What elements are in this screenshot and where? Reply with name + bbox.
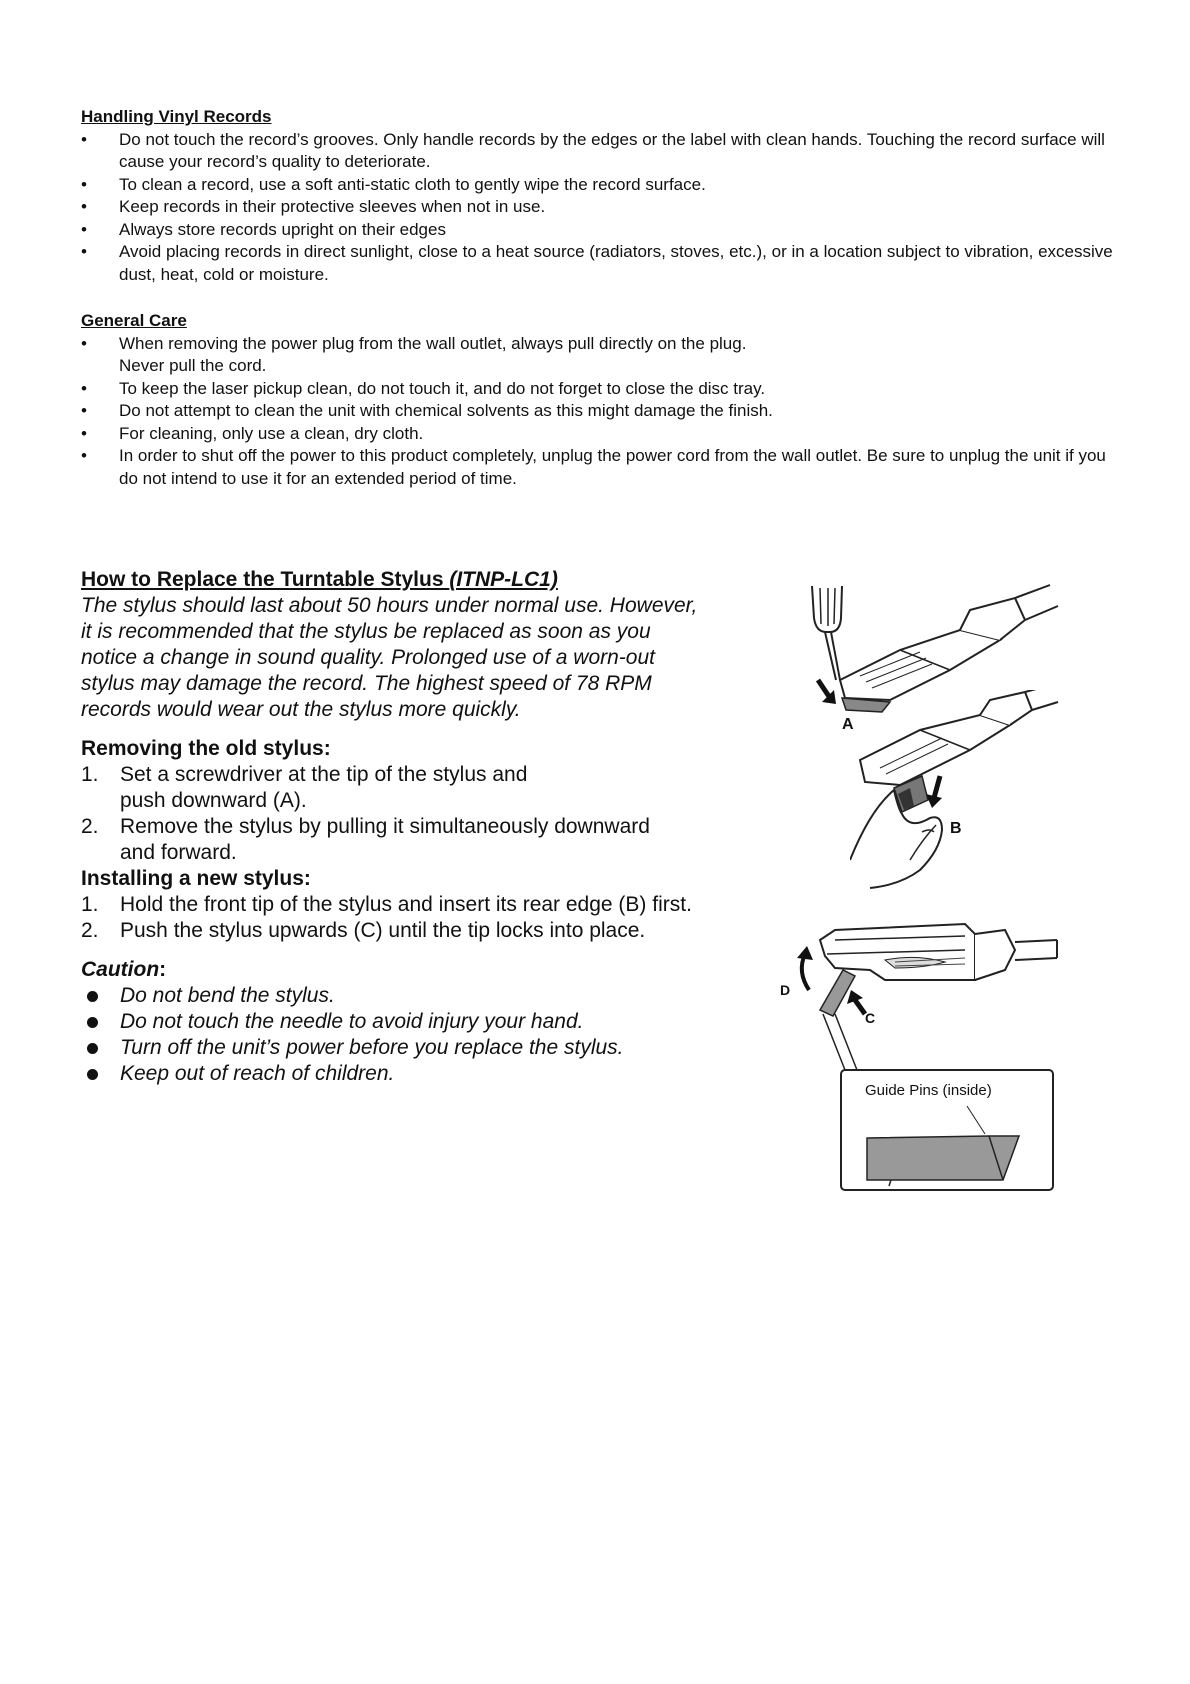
list-item: 2. Push the stylus upwards (C) until the tip locks into place. (81, 919, 646, 942)
handling-list (81, 129, 1121, 287)
list-item: • In order to shut off the power to this product completely, unplug the power cord from the wall outlet. Be sure to unplug the unit if you do not intend to use it for an extended period of time. (81, 446, 1106, 488)
bullet-icon: • (81, 197, 87, 216)
removing-heading: Removing the old stylus: (81, 737, 331, 760)
list-item: • Keep records in their protective sleeves when not in use. (81, 196, 1121, 219)
list-item: • Always store records upright on their edges (81, 219, 1121, 242)
list-item: Do not bend the stylus. (81, 983, 781, 1009)
list-item: 1. Hold the front tip of the stylus and insert its rear edge (B) first. (81, 893, 692, 916)
install-figure (775, 910, 1065, 1200)
list-item: • Do not attempt to clean the unit with chemical solvents as this might damage the finish. (81, 400, 1121, 423)
label-d: D (780, 982, 791, 998)
list-item: Turn off the unit’s power before you replace the stylus. (81, 1035, 781, 1061)
bullet-icon (87, 991, 98, 1002)
bullet-icon: • (81, 174, 87, 194)
bullet-icon: • (81, 129, 87, 149)
stylus-section (81, 567, 781, 1087)
list-item: Keep out of reach of children. (81, 1061, 781, 1087)
list-item: Do not touch the needle to avoid injury your hand. (81, 1009, 781, 1035)
list-item: 1. Set a screwdriver at the tip of the stylus and push downward (A). (81, 763, 528, 812)
bullet-icon: • (81, 333, 87, 353)
bullet-icon: • (81, 378, 87, 398)
model-number: (ITNP-LC1) (449, 568, 558, 591)
install-stylus-icon (775, 910, 1065, 1200)
label-b: B (950, 820, 962, 837)
list-item: • Avoid placing records in direct sunlight, close to a heat source (radiators, stoves, etc.), or in a location subject to vibration, excessive dust, heat, cold or moisture. (81, 242, 1113, 284)
stylus-heading: How to Replace the Turntable Stylus (ITNP-LC1) (81, 568, 558, 591)
installing-steps (81, 892, 781, 944)
hand-stylus-icon (850, 690, 1060, 890)
bullet-icon: • (81, 242, 87, 261)
bullet-icon (87, 1069, 98, 1080)
list-item: • Do not touch the record’s grooves. Only handle records by the edges or the label with clean hands. Touching the record surface will cause your record’s quality to deteriorate. (81, 129, 1105, 171)
list-item: 2. Remove the stylus by pulling it simultaneously downward and forward. (81, 815, 650, 864)
general-care-heading: General Care (81, 311, 187, 330)
caution-list (81, 983, 781, 1087)
list-item: • For cleaning, only use a clean, dry cloth. (81, 423, 1121, 446)
caution-heading: Caution: (81, 958, 167, 981)
list-item: • To keep the laser pickup clean, do not touch it, and do not forget to close the disc tray. (81, 378, 1121, 401)
bullet-icon: • (81, 423, 87, 443)
stylus-intro: The stylus should last about 50 hours under normal use. However, it is recommended that the stylus be replaced as soon as you notice a change in sound quality. Prolonged use of a worn-out stylus may damage the record. The highest speed of 78 RPM records would wear out the stylus more quickly. (81, 594, 698, 721)
bullet-icon (87, 1043, 98, 1054)
bullet-icon: • (81, 401, 87, 420)
list-item: • When removing the power plug from the wall outlet, always pull directly on the plug. Never pull the cord. (81, 333, 747, 375)
label-a: A (842, 716, 854, 733)
bullet-icon: • (81, 446, 87, 465)
removing-steps (81, 762, 781, 866)
general-care-list (81, 333, 1121, 491)
guide-pins-label: Guide Pins (inside) (865, 1082, 992, 1099)
bullet-icon (87, 1017, 98, 1028)
handling-heading: Handling Vinyl Records (81, 107, 272, 126)
hand-figure (850, 690, 1060, 890)
installing-heading: Installing a new stylus: (81, 867, 311, 890)
label-c: C (865, 1010, 876, 1026)
general-care-section (81, 310, 1121, 490)
bullet-icon: • (81, 219, 87, 239)
handling-section (81, 106, 1121, 286)
list-item: • To clean a record, use a soft anti-static cloth to gently wipe the record surface. (81, 174, 1121, 197)
